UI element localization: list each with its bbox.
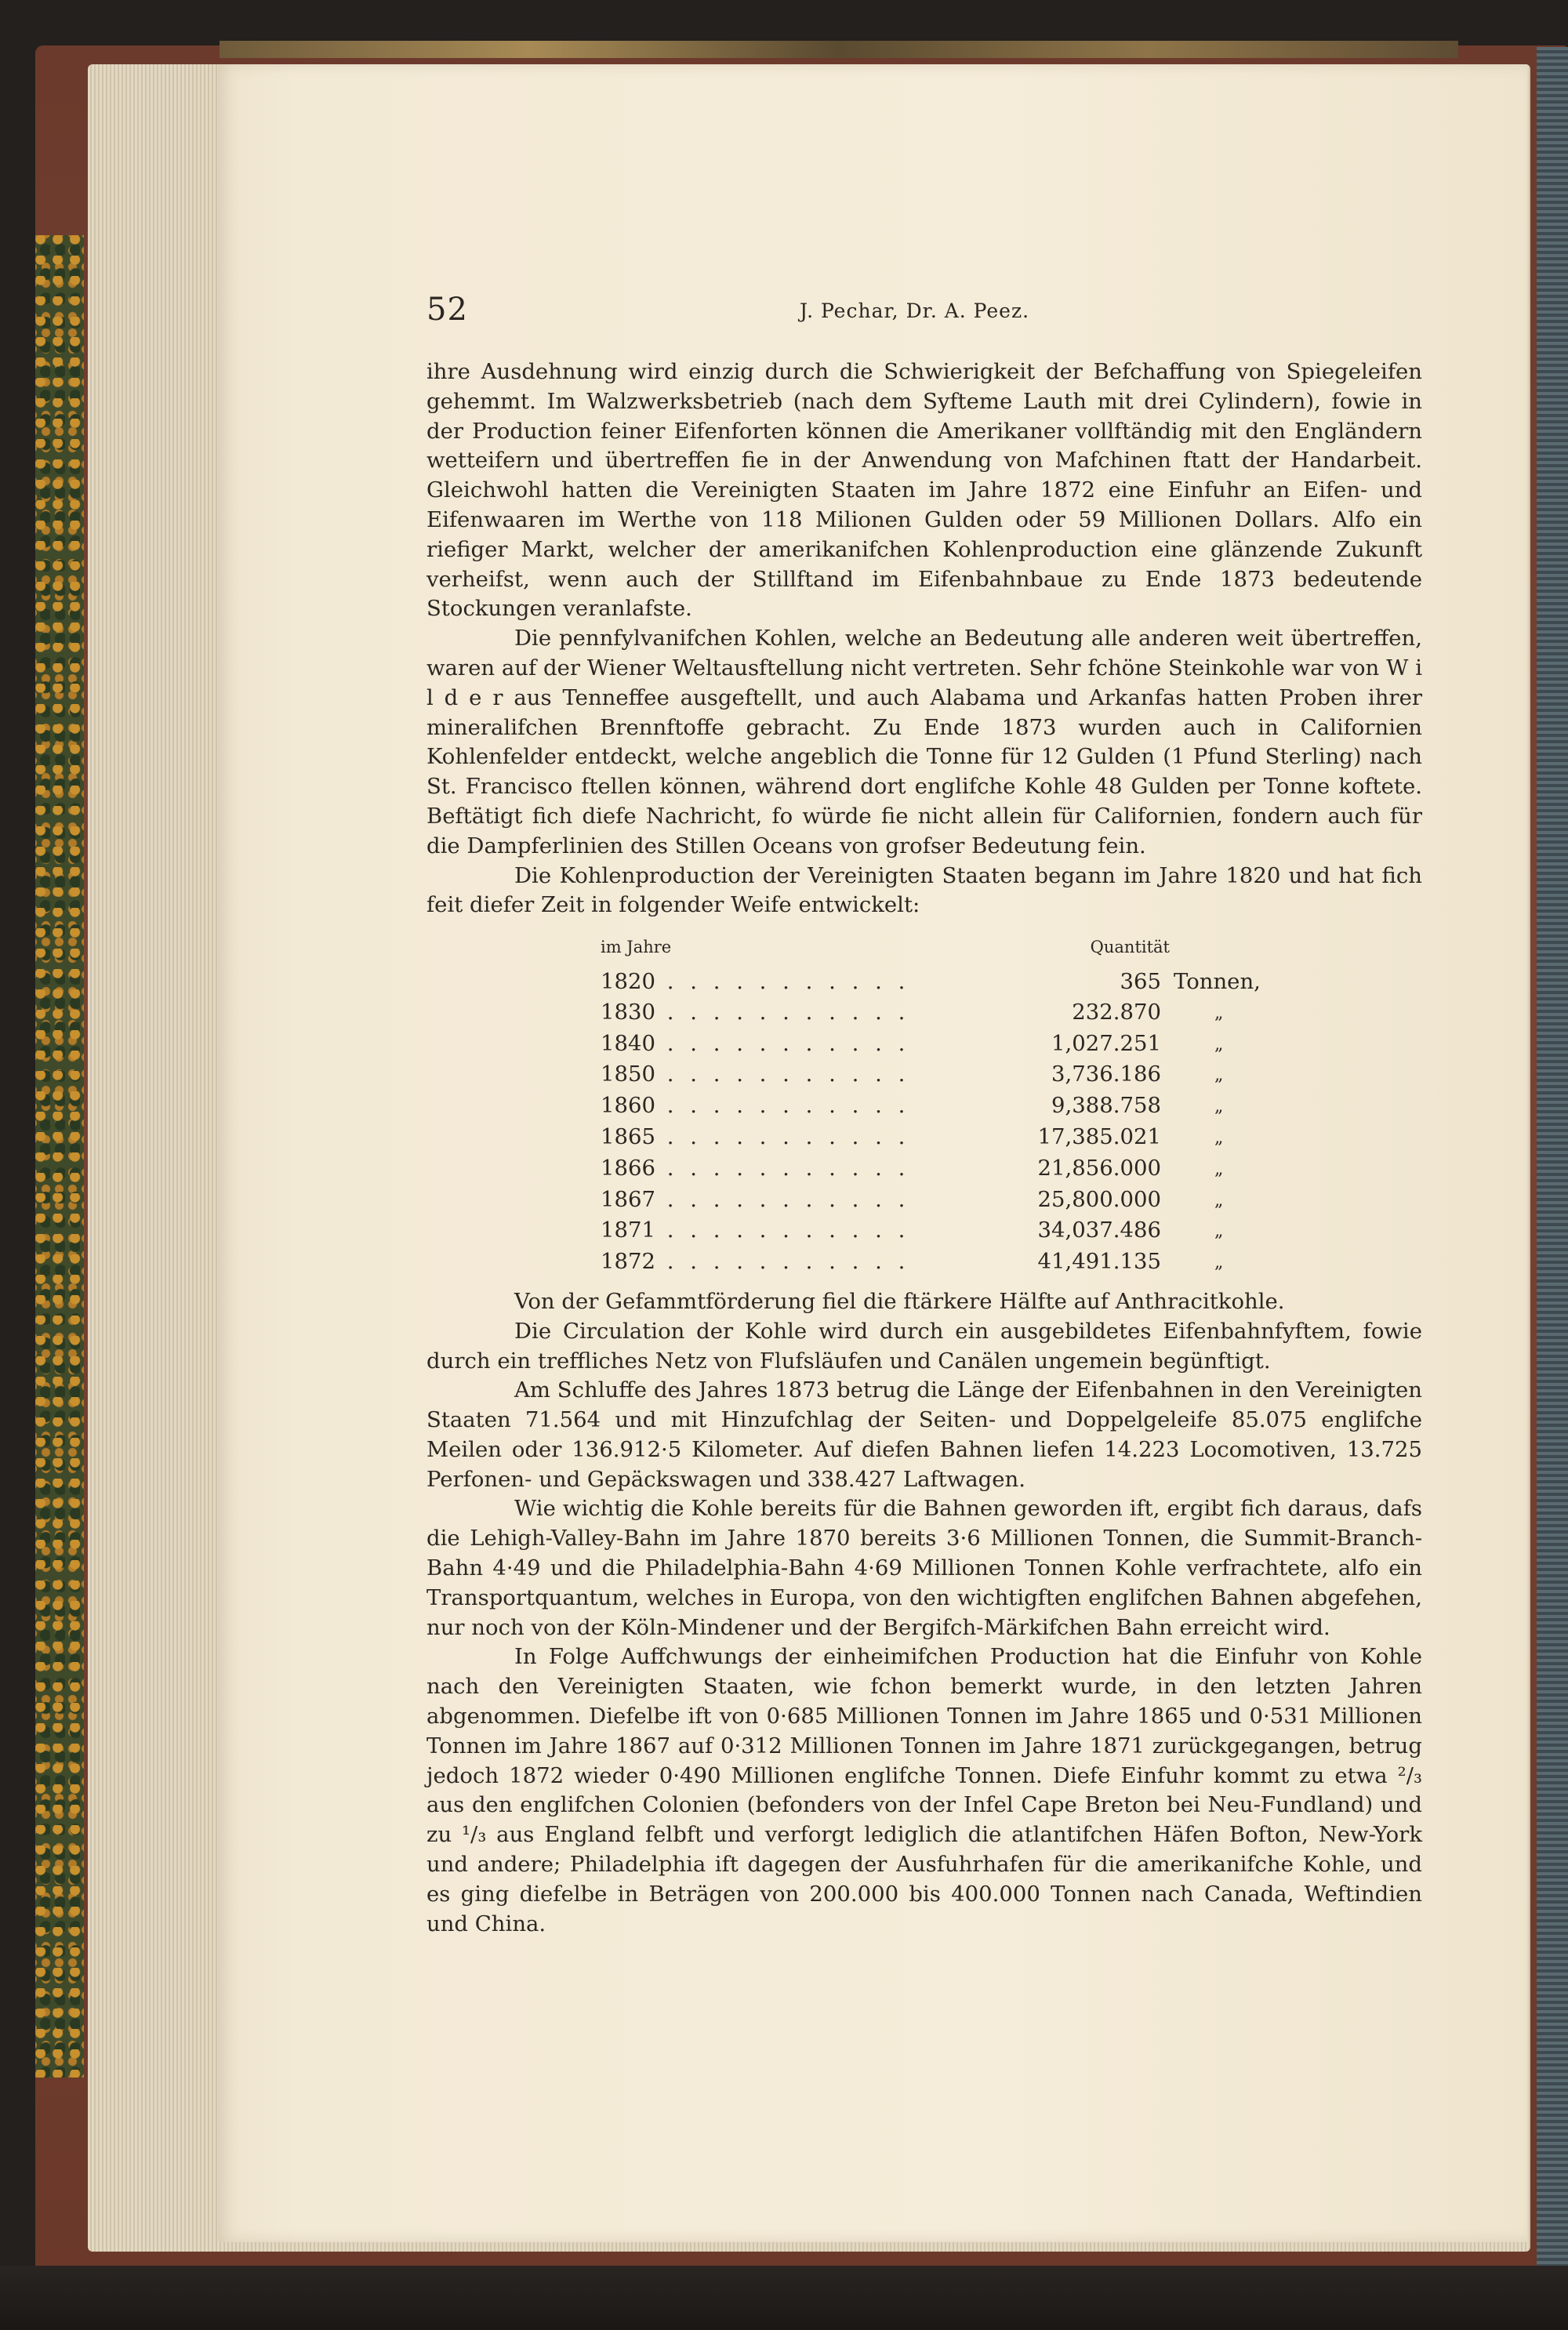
- year-cell: [426, 967, 969, 997]
- leader-dots: . . . . . . . . . . .: [655, 1030, 910, 1056]
- unit-value: „: [1214, 1034, 1224, 1054]
- year-value: 1820: [601, 968, 655, 994]
- table-row: [426, 1091, 1283, 1122]
- leader-dots: . . . . . . . . . . .: [655, 1062, 910, 1087]
- unit-cell: [1161, 1215, 1283, 1247]
- page-number: 52: [426, 292, 468, 328]
- quantity-cell: 17,385.021: [1037, 1123, 1161, 1149]
- paragraph: Die Circulation der Kohle wird durch ein ausgebildetes Eifenbahnfyftem, fowie durch ein treffliches Netz von Flufsläufen und Canälen ungemein begünftigt.: [426, 1318, 1422, 1374]
- year-cell: [426, 1153, 969, 1185]
- table-row: [426, 967, 1283, 997]
- unit-cell: [1161, 1185, 1283, 1216]
- year-value: 1860: [601, 1093, 655, 1119]
- quantity-cell: 365: [1120, 968, 1161, 994]
- leader-dots: . . . . . . . . . . .: [655, 968, 910, 994]
- unit-cell: [1161, 967, 1283, 997]
- year-value: 1865: [601, 1123, 655, 1149]
- year-value: 1830: [601, 999, 655, 1025]
- unit-cell: [1161, 1029, 1283, 1060]
- year-cell: [426, 1185, 969, 1216]
- table-row: [426, 1029, 1283, 1060]
- leader-dots: . . . . . . . . . . .: [655, 1093, 910, 1119]
- year-cell: [426, 1215, 969, 1247]
- table-header-row: [426, 933, 1283, 967]
- year-cell: [426, 1059, 969, 1091]
- unit-value: „: [1214, 1065, 1224, 1086]
- year-cell: [426, 1247, 969, 1278]
- year-value: 1867: [601, 1186, 655, 1212]
- paragraph: ihre Ausdehnung wird einzig durch die Schwierigkeit der Befchaffung von Spiegeleifen gehemmt. Im Walzwerksbetrieb (nach dem Syfteme Lauth mit drei Cylindern), fowie in der Production feiner Eifenforten können die Amerikaner vollftändig mit den Engländern wetteifern und übertreffen fie in der Anwendung von Mafchinen ftatt der Handarbeit. Gleichwohl hatten die Vereinigten Staaten im Jahre 1872 eine Einfuhr an Eifen- und Eifenwaaren im Werthe von 118 Milionen Gulden oder 59 Millionen Dollars. Alfo ein riefiger Markt, welcher der amerikanifchen Kohlenproduction eine glänzende Zukunft verheifst, wenn auch der Stillftand im Eifenbahnbaue zu Ende 1873 bedeutende Stockungen veranlafste.: [426, 359, 1422, 622]
- quantity-cell: 232.870: [1072, 999, 1161, 1025]
- unit-cell: [1161, 997, 1283, 1029]
- leader-dots: . . . . . . . . . . .: [655, 1186, 910, 1212]
- unit-value: „: [1214, 1253, 1224, 1273]
- year-value: 1871: [601, 1218, 655, 1243]
- unit-cell: [1161, 1247, 1283, 1278]
- quantity-cell: 9,388.758: [1051, 1093, 1161, 1119]
- paragraph: Am Schluffe des Jahres 1873 betrug die Länge der Eifenbahnen in den Vereinigten Staaten 71.564 und mit Hinzufchlag der Seiten- und Doppelgeleife 85.075 englifche Meilen oder 136.912·5 Kilometer. Auf diefen Bahnen liefen 14.223 Locomotiven, 13.725 Perfonen- und Gepäckswagen und 338.427 Laftwagen.: [426, 1377, 1422, 1492]
- quantity-cell: 3,736.186: [1051, 1062, 1161, 1087]
- header-quantity: Quantität: [1090, 938, 1170, 957]
- table-row: [426, 1247, 1283, 1278]
- year-value: 1850: [601, 1062, 655, 1087]
- unit-value: „: [1214, 1159, 1224, 1179]
- unit-cell: [1161, 1091, 1283, 1122]
- year-value: 1866: [601, 1155, 655, 1181]
- quantity-cell: 1,027.251: [1051, 1030, 1161, 1056]
- running-head: J. Pechar, Dr. A. Peez.: [800, 299, 1030, 322]
- quantity-cell: 41,491.135: [1037, 1249, 1161, 1275]
- leader-dots: . . . . . . . . . . .: [655, 1218, 910, 1243]
- year-value: 1872: [601, 1249, 655, 1275]
- table-row: [426, 997, 1283, 1029]
- unit-value: „: [1214, 1190, 1224, 1210]
- unit-value: „: [1214, 1003, 1224, 1023]
- paragraph: In Folge Auffchwungs der einheimifchen Production hat die Einfuhr von Kohle nach den Vereinigten Staaten, wie fchon bemerkt wurde, in den letzten Jahren abgenommen. Diefelbe ift von 0·685 Millionen Tonnen im Jahre 1865 und 0·531 Millionen Tonnen im Jahre 1867 auf 0·312 Millionen Tonnen im Jahre 1871 zurückgegangen, betrug jedoch 1872 wieder 0·490 Millionen englifche Tonnen. Diefe Einfuhr kommt zu etwa ²/₃ aus den englifchen Colonien (befonders von der Infel Cape Breton bei Neu-Fundland) und zu ¹/₃ aus England felbft und verforgt lediglich die atlantifchen Häfen Bofton, New-York und andere; Philadelphia ift dagegen der Ausfuhrhafen für die amerikanifche Kohle, und es ging diefelbe in Beträgen von 200.000 bis 400.000 Tonnen nach Canada, Weftindien und China.: [426, 1644, 1422, 1936]
- body-text: [426, 357, 1422, 1939]
- leader-dots: . . . . . . . . . . .: [655, 1249, 910, 1275]
- header-year: im Jahre: [601, 938, 672, 957]
- unit-value: „: [1214, 1221, 1224, 1242]
- year-cell: [426, 1029, 969, 1060]
- year-cell: [426, 1091, 969, 1122]
- table-row: [426, 1215, 1283, 1247]
- year-value: 1840: [601, 1030, 655, 1056]
- unit-value: „: [1214, 1127, 1224, 1148]
- unit-cell: [1161, 1153, 1283, 1185]
- unit-cell: [1161, 1122, 1283, 1153]
- table-row: [426, 1059, 1283, 1091]
- paragraph: Von der Gefammtförderung fiel die ftärkere Hälfte auf Anthracitkohle.: [514, 1288, 1285, 1314]
- unit-cell: [1161, 1059, 1283, 1091]
- paragraph: Die pennfylvanifchen Kohlen, welche an Bedeutung alle anderen weit übertreffen, waren auf der Wiener Weltausftellung nicht vertreten. Sehr fchöne Steinkohle war von W i l d e r aus Tenneffee ausgeftellt, und auch Alabama und Arkanfas hatten Proben ihrer mineralifchen Brennftoffe gebracht. Zu Ende 1873 wurden auch in Californien Kohlenfelder entdeckt, welche angeblich die Tonne für 12 Gulden (1 Pfund Sterling) nach St. Francisco ftellen können, während dort englifche Kohle 48 Gulden per Tonne koftete. Beftätigt fich diefe Nachricht, fo würde fie nicht allein für Californien, fondern auch für die Dampferlinien des Stillen Oceans von grofser Bedeutung fein.: [426, 626, 1422, 858]
- year-cell: [426, 1122, 969, 1153]
- table-row: [426, 1122, 1283, 1153]
- leader-dots: . . . . . . . . . . .: [655, 1155, 910, 1181]
- paragraph: Die Kohlenproduction der Vereinigten Staaten begann im Jahre 1820 und hat fich feit diefer Zeit in folgender Weife entwickelt:: [426, 862, 1422, 918]
- unit-value: Tonnen,: [1174, 968, 1261, 994]
- quantity-cell: 21,856.000: [1037, 1155, 1161, 1181]
- year-cell: [426, 997, 969, 1029]
- unit-value: „: [1214, 1097, 1224, 1117]
- paragraph: Wie wichtig die Kohle bereits für die Bahnen geworden ift, ergibt fich daraus, dafs die Lehigh-Valley-Bahn im Jahre 1870 bereits 3·6 Millionen Tonnen, die Summit-Branch-Bahn 4·49 und die Philadelphia-Bahn 4·69 Millionen Tonnen Kohle verfrachtete, alfo ein Transportquantum, welches in Europa, von den wichtigften englifchen Bahnen abgefehen, nur noch von der Köln-Mindener und der Bergifch-Märkifchen Bahn erreicht wird.: [426, 1496, 1422, 1640]
- quantity-cell: 25,800.000: [1037, 1186, 1161, 1212]
- quantity-cell: 34,037.486: [1037, 1218, 1161, 1243]
- table-row: [426, 1153, 1283, 1185]
- leader-dots: . . . . . . . . . . .: [655, 999, 910, 1025]
- table-body: [426, 967, 1283, 1278]
- coal-production-table: [426, 933, 1283, 1278]
- leader-dots: . . . . . . . . . . .: [655, 1123, 910, 1149]
- table-row: [426, 1185, 1283, 1216]
